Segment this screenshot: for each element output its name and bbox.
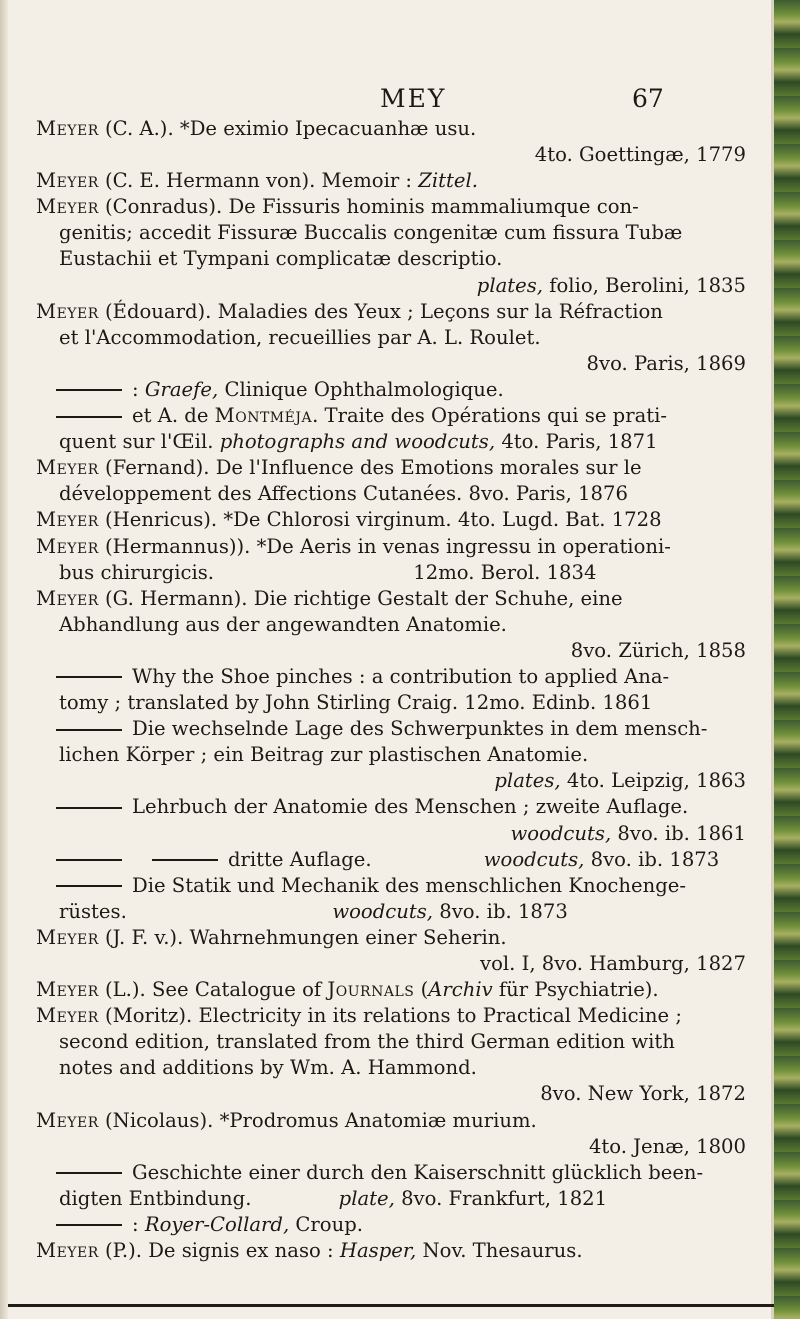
text-segment: Croup. (289, 1212, 363, 1236)
text-segment: Geschichte einer durch den Kaiserschnitt glücklich been- (132, 1160, 704, 1184)
text-segment: 4to. Leipzig, 1863 (560, 769, 746, 793)
text-line (36, 951, 746, 977)
italic-text: Archiv (428, 978, 493, 1002)
text-segment: dritte Auflage. (228, 847, 484, 871)
text-segment: ( (414, 978, 429, 1002)
text-line (36, 1212, 746, 1238)
text-segment: (J. F. v.). Wahrnehmungen einer Seherin. (98, 925, 507, 949)
italic-text: plates, (494, 769, 561, 793)
ditto-dash (56, 885, 122, 887)
italic-text: Zittel. (418, 169, 479, 193)
text-segment: Die wechselnde Lage des Schwerpunktes in dem mensch- (132, 717, 708, 741)
text-segment: 8vo. ib. 1873 (584, 847, 720, 871)
text-line (36, 612, 746, 638)
author-name: Montméja (214, 404, 313, 428)
text-line (36, 690, 746, 716)
italic-text: plates, (476, 273, 544, 297)
text-line (36, 168, 746, 194)
text-segment: Abhandlung aus der angewandten Anatomie. (59, 612, 507, 636)
text-segment: notes and additions by Wm. A. Hammond. (59, 1056, 477, 1080)
ditto-dash (56, 416, 122, 418)
text-segment: 8vo. New York, 1872 (540, 1082, 746, 1106)
italic-text: photographs and woodcuts, (219, 430, 496, 454)
author-name: Meyer (36, 117, 99, 140)
text-segment: folio, Berolini, 1835 (543, 273, 746, 297)
text-segment: : (132, 377, 145, 401)
text-line (36, 194, 746, 220)
italic-text: Graefe, (144, 377, 219, 401)
text-line (36, 768, 746, 794)
text-line (36, 1160, 746, 1186)
author-name: Meyer (36, 978, 99, 1002)
author-name: Meyer (36, 508, 99, 532)
text-segment: Lehrbuch der Anatomie des Menschen ; zweite Auflage. (132, 795, 689, 819)
text-segment: développement des Affections Cutanées. 8vo. Paris, 1876 (59, 482, 628, 506)
text-segment: (Conradus). De Fissuris hominis mammaliumque con- (98, 195, 639, 219)
text-line (36, 925, 746, 951)
text-segment: (P.). De signis ex naso : (98, 1239, 340, 1263)
text-segment: Nov. Thesaurus. (416, 1239, 583, 1263)
book-fore-edge (774, 0, 800, 1319)
text-line (36, 377, 746, 403)
text-line (36, 246, 746, 272)
text-line (36, 273, 746, 299)
text-segment: Clinique Ophthalmologique. (218, 377, 504, 401)
page-header (0, 84, 800, 114)
text-line (36, 1029, 746, 1055)
text-line (36, 1003, 746, 1029)
ditto-dash (152, 859, 218, 861)
author-name: Meyer (36, 925, 99, 949)
bottom-rule (8, 1304, 774, 1307)
text-segment: 8vo. Paris, 1869 (586, 351, 746, 375)
text-segment: vol. I, 8vo. Hamburg, 1827 (480, 952, 746, 975)
text-line (36, 507, 746, 533)
ditto-dash (56, 676, 122, 678)
text-segment: Eustachii et Tympani complicatæ descriptio. (59, 247, 503, 271)
text-segment: lichen Körper ; ein Beitrag zur plastischen Anatomie. (59, 743, 589, 767)
text-segment: digten Entbindung. (59, 1186, 339, 1210)
text-line (36, 325, 746, 351)
text-segment: quent sur l'Œil. (59, 430, 220, 454)
text-line (36, 664, 746, 690)
text-segment: 4to. Paris, 1871 (495, 430, 658, 454)
author-name: Meyer (36, 586, 99, 610)
text-segment: : (132, 1212, 145, 1236)
text-segment: (L.). See Catalogue of (98, 978, 328, 1002)
text-line (36, 821, 746, 847)
text-line (36, 142, 746, 168)
text-line (36, 977, 746, 1003)
text-segment: Why the Shoe pinches : a contribution to applied Ana- (132, 664, 670, 688)
text-segment: . Traite des Opérations qui se prati- (312, 404, 668, 428)
text-segment: 8vo. Zürich, 1858 (570, 638, 746, 662)
author-name: Meyer (36, 456, 99, 480)
author-name: Meyer (36, 534, 99, 558)
text-line (36, 586, 746, 612)
author-name: Meyer (36, 1239, 99, 1263)
text-line (36, 116, 746, 142)
text-segment: (Édouard). Maladies des Yeux ; Leçons sur la Réfraction (98, 299, 663, 323)
text-segment: (Hermannus)). *De Aeris in venas ingressu in operationi- (98, 534, 671, 558)
italic-text: Hasper, (339, 1239, 417, 1263)
text-line (36, 873, 746, 899)
author-name: Meyer (36, 169, 99, 193)
text-line (36, 403, 746, 429)
text-segment: 4to. Goettingæ, 1779 (534, 143, 746, 167)
text-line (36, 638, 746, 664)
author-name: Meyer (36, 1004, 99, 1028)
text-line (36, 716, 746, 742)
text-line (36, 351, 746, 377)
text-line (36, 1134, 746, 1160)
text-segment: et l'Accommodation, recueillies par A. L. Roulet. (59, 325, 541, 349)
text-segment: bus chirurgicis. 12mo. Berol. 1834 (59, 560, 597, 584)
text-line (36, 1238, 746, 1264)
text-segment: et A. de (132, 404, 215, 428)
text-line (36, 899, 746, 925)
catalogue-entries (36, 116, 746, 1264)
text-line (36, 1108, 746, 1134)
author-name: Meyer (36, 299, 99, 323)
text-line (36, 534, 746, 560)
text-segment: (Nicolaus). *Prodromus Anatomiæ murium. (98, 1108, 537, 1132)
author-name: Meyer (36, 1108, 99, 1132)
italic-text: woodcuts, (483, 847, 585, 871)
text-segment: für Psychiatrie). (492, 978, 659, 1002)
text-line (36, 794, 746, 820)
text-line (36, 455, 746, 481)
text-segment: second edition, translated from the third German edition with (59, 1030, 675, 1054)
author-name: Journals (327, 978, 415, 1002)
italic-text: Royer-Collard, (144, 1212, 290, 1236)
text-line (36, 220, 746, 246)
ditto-dash (56, 807, 122, 809)
text-line (36, 560, 746, 586)
text-line (36, 299, 746, 325)
ditto-dash (56, 389, 122, 391)
ditto-dash (56, 1172, 122, 1174)
italic-text: plate, (338, 1186, 395, 1210)
text-segment: 8vo. ib. 1873 (433, 899, 568, 923)
text-segment: tomy ; translated by John Stirling Craig. 12mo. Edinb. 1861 (59, 691, 653, 715)
text-line (36, 742, 746, 768)
running-title: MEY (380, 84, 447, 113)
page-number: 67 (632, 84, 664, 113)
text-segment: genitis; accedit Fissuræ Buccalis congenitæ cum fissura Tubæ (59, 221, 683, 245)
text-line (36, 1081, 746, 1107)
text-line (36, 1186, 746, 1212)
text-segment: 8vo. ib. 1861 (611, 821, 746, 845)
text-line (36, 1055, 746, 1081)
page-left-edge (0, 0, 8, 1319)
italic-text: woodcuts, (510, 821, 612, 845)
text-segment: rüstes. (59, 899, 333, 923)
italic-text: woodcuts, (332, 899, 433, 923)
text-line (36, 847, 746, 873)
text-segment: (C. A.). *De eximio Ipecacuanhæ usu. (98, 117, 477, 140)
text-segment: 4to. Jenæ, 1800 (588, 1134, 746, 1158)
text-segment: (G. Hermann). Die richtige Gestalt der Schuhe, eine (98, 586, 623, 610)
ditto-dash (56, 1224, 122, 1226)
ditto-dash (56, 729, 122, 731)
author-name: Meyer (36, 195, 99, 219)
text-segment: Die Statik und Mechanik des menschlichen Knochenge- (132, 873, 687, 897)
text-segment: (Henricus). *De Chlorosi virginum. 4to. Lugd. Bat. 1728 (98, 508, 662, 532)
text-segment: (Fernand). De l'Influence des Emotions morales sur le (98, 456, 642, 480)
text-segment: 8vo. Frankfurt, 1821 (394, 1186, 608, 1210)
text-segment: (C. E. Hermann von). Memoir : (98, 169, 419, 193)
text-line (36, 429, 746, 455)
text-line (36, 481, 746, 507)
text-segment: (Moritz). Electricity in its relations to Practical Medicine ; (98, 1004, 682, 1028)
ditto-dash (56, 859, 122, 861)
